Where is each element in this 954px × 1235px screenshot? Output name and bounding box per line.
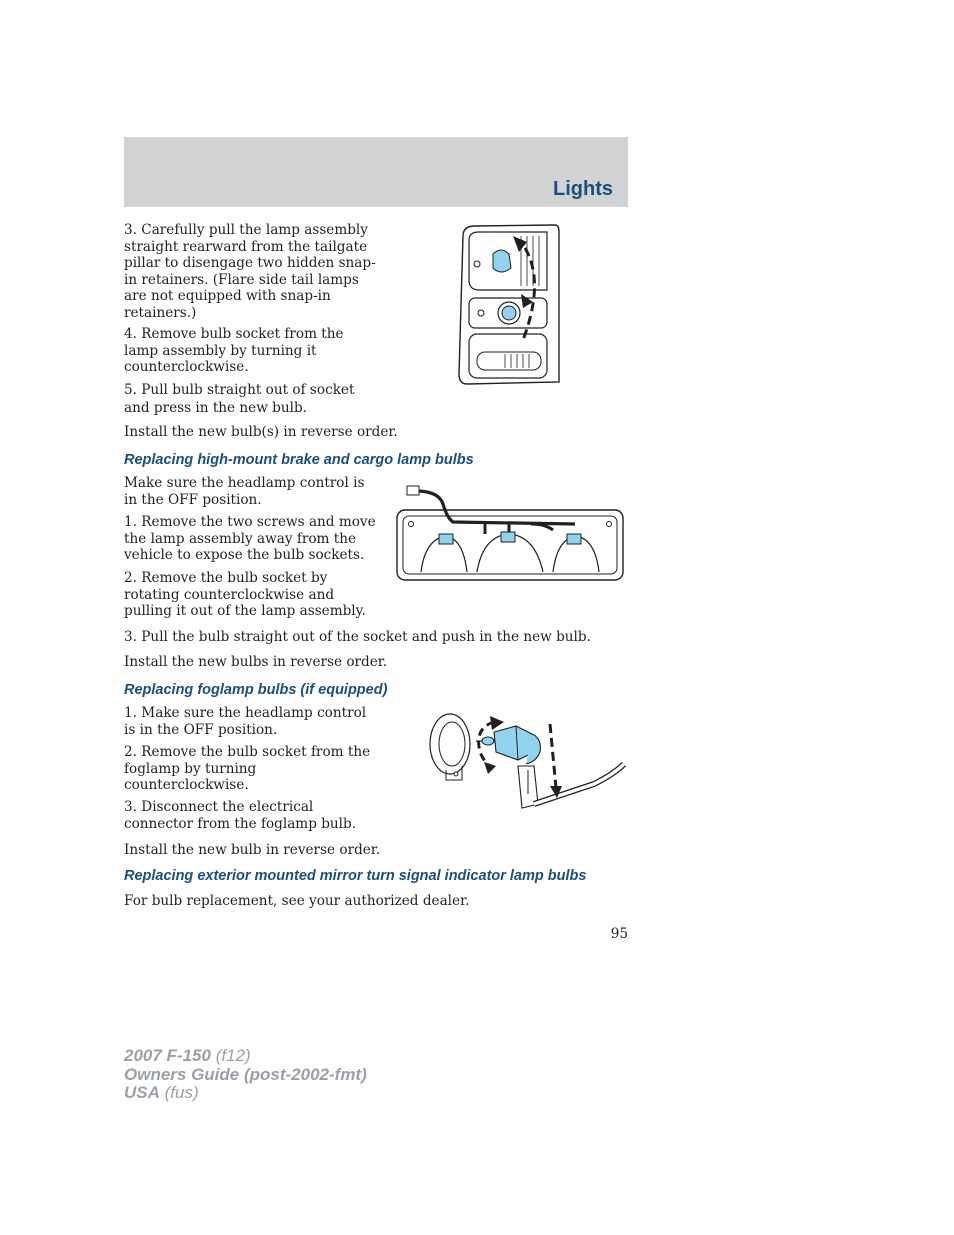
footer-model-code: (f12)	[215, 1046, 251, 1065]
high-mount-step-2: 2. Remove the bulb socket by rotating counterclockwise and pulling it out of the lamp assembly.	[124, 570, 366, 619]
footer-region-code: (fus)	[164, 1083, 199, 1102]
foglamp-step-3: 3. Disconnect the electrical connector from the foglamp bulb.	[124, 799, 357, 832]
tail-lamp-install: Install the new bulb(s) in reverse order.	[124, 424, 398, 440]
footer	[124, 1047, 367, 1103]
tail-lamp-step-4: 4. Remove bulb socket from the lamp assembly by turning it counterclockwise.	[124, 326, 344, 375]
mirror-heading: Replacing exterior mounted mirror turn signal indicator lamp bulbs	[124, 868, 587, 884]
high-mount-lamp-illustration	[395, 484, 627, 584]
tail-lamp-step-3: 3. Carefully pull the lamp assembly straight rearward from the tailgate pillar to disengage two hidden snap-in retainers. (Flare side tail lamps are not equipped with snap-in retainers.)	[124, 222, 376, 321]
high-mount-install: Install the new bulbs in reverse order.	[124, 654, 388, 670]
mirror-text: For bulb replacement, see your authorized dealer.	[124, 893, 470, 909]
footer-model: 2007 F-150	[124, 1046, 211, 1065]
foglamp-step-2: 2. Remove the bulb socket from the foglamp by turning counterclockwise.	[124, 744, 371, 793]
high-mount-intro: Make sure the headlamp control is in the OFF position.	[124, 475, 365, 508]
header-band	[124, 137, 628, 207]
section-title: Lights	[553, 178, 613, 200]
foglamp-heading: Replacing foglamp bulbs (if equipped)	[124, 682, 388, 698]
tail-lamp-step-5: 5. Pull bulb straight out of socket and press in the new bulb.	[124, 382, 355, 416]
foglamp-install: Install the new bulb in reverse order.	[124, 842, 381, 858]
page-number: 95	[610, 926, 628, 942]
high-mount-heading: Replacing high-mount brake and cargo lamp bulbs	[124, 452, 474, 468]
tail-lamp-illustration	[455, 222, 565, 388]
foglamp-illustration	[424, 708, 628, 822]
footer-region: USA	[124, 1083, 160, 1102]
high-mount-step-1: 1. Remove the two screws and move the lamp assembly away from the vehicle to expose the bulb sockets.	[124, 514, 376, 563]
high-mount-step-3: 3. Pull the bulb straight out of the socket and push in the new bulb.	[124, 629, 591, 645]
footer-guide: Owners Guide (post-2002-fmt)	[124, 1064, 367, 1084]
foglamp-step-1: 1. Make sure the headlamp control is in the OFF position.	[124, 705, 367, 738]
